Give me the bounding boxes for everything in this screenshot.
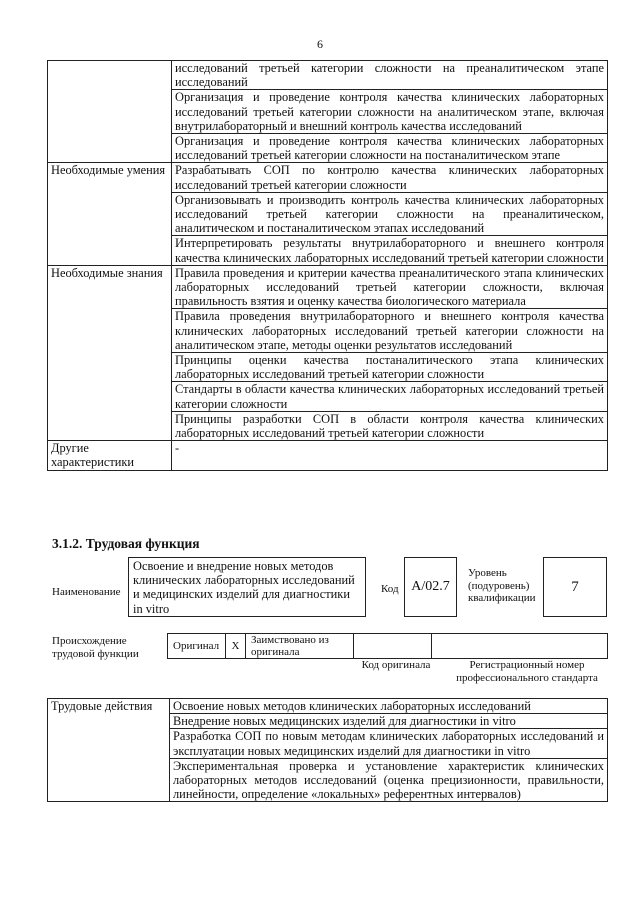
table-cell: Стандарты в области качества клинических лабораторных исследований третьей категории сложности — [172, 382, 608, 411]
table-cell: Правила проведения и критерии качества преаналитического этапа клинических лабораторных исследований третьей категории сложности, включая правильность взятия и оценку качества биологического материала — [172, 265, 608, 309]
name-value: Освоение и внедрение новых методов клинических лабораторных исследований и медицинских изделий для диагностики in vitro — [128, 557, 366, 617]
origin-code-cell — [354, 634, 432, 659]
name-label: Наименование — [52, 586, 121, 598]
table-cell: - — [172, 441, 608, 470]
row-label-actions: Трудовые действия — [48, 699, 170, 802]
row-label-skills: Необходимые умения — [48, 163, 172, 265]
table-cell: Разработка СОП по новым методам клинических лабораторных исследований и эксплуатации новых медицинских изделий для диагностики in vitro — [170, 729, 608, 758]
page-number: 6 — [317, 37, 323, 51]
table-cell: Правила проведения внутрилабораторного и внешнего контроля качества клинических лабораторных исследований третьей категории сложности на аналитическом этапе, методы оценки результатов исследований — [172, 309, 608, 353]
table-row — [48, 265, 608, 309]
requirements-table — [47, 60, 608, 471]
level-value: 7 — [543, 557, 607, 617]
row-label-other: Другие характеристики — [48, 441, 172, 470]
table-cell: Организация и проведение контроля качества клинических лабораторных исследований третьей категории сложности на постаналитическом этапе — [172, 134, 608, 163]
table-cell: Принципы разработки СОП в области контроля качества клинических лабораторных исследований третьей категории сложности — [172, 411, 608, 440]
origin-label: Происхождение трудовой функции — [52, 635, 139, 660]
level-label: Уровень (подуровень) квалификации — [468, 567, 536, 604]
table-row — [48, 61, 608, 90]
table-cell: Принципы оценки качества постаналитического этапа клинических лабораторных исследований третьей категории сложности — [172, 353, 608, 382]
origin-table — [167, 633, 608, 659]
row-label-knowledge: Необходимые знания — [48, 265, 172, 440]
table-row — [48, 699, 608, 714]
table-cell: Освоение новых методов клинических лабораторных исследований — [170, 699, 608, 714]
table-cell: исследований третьей категории сложности на преаналитическом этапе исследований — [172, 61, 608, 90]
code-value: А/02.7 — [404, 557, 457, 617]
table-cell: Внедрение новых медицинских изделий для диагностики in vitro — [170, 714, 608, 729]
origin-reg-cell — [432, 634, 608, 659]
origin-x-mark: X — [226, 634, 246, 659]
table-cell: Организовывать и производить контроль качества клинических лабораторных исследований третьей категории сложности на преаналитическом, аналитическом и постаналитическом этапах исследований — [172, 192, 608, 236]
table-cell: Интерпретировать результаты внутрилабораторного и внешнего контроля качества клинических лабораторных исследований третьей категории сложности — [172, 236, 608, 265]
section-heading: 3.1.2. Трудовая функция — [52, 536, 200, 551]
table-row — [48, 163, 608, 192]
table-cell: Организация и проведение контроля качества клинических лабораторных исследований третьей категории сложности на аналитическом этапе, включая внутрилабораторный и внешний контроль качества исследований — [172, 90, 608, 134]
actions-table — [47, 698, 608, 802]
origin-original-label: Оригинал — [168, 634, 226, 659]
origin-reg-caption: Регистрационный номер профессионального стандарта — [456, 659, 598, 684]
origin-borrowed-label: Заимствовано из оригинала — [246, 634, 354, 659]
code-label: Код — [381, 583, 399, 595]
row-label — [48, 61, 172, 163]
table-row — [48, 441, 608, 470]
origin-code-caption: Код оригинала — [361, 659, 431, 671]
table-cell: Экспериментальная проверка и установление характеристик клинических лабораторных методов исследований (оценка прецизионности, правильности, линейности, определение «локальных» референтных интервалов) — [170, 758, 608, 802]
table-cell: Разрабатывать СОП по контролю качества клинических лабораторных исследований третьей категории сложности — [172, 163, 608, 192]
